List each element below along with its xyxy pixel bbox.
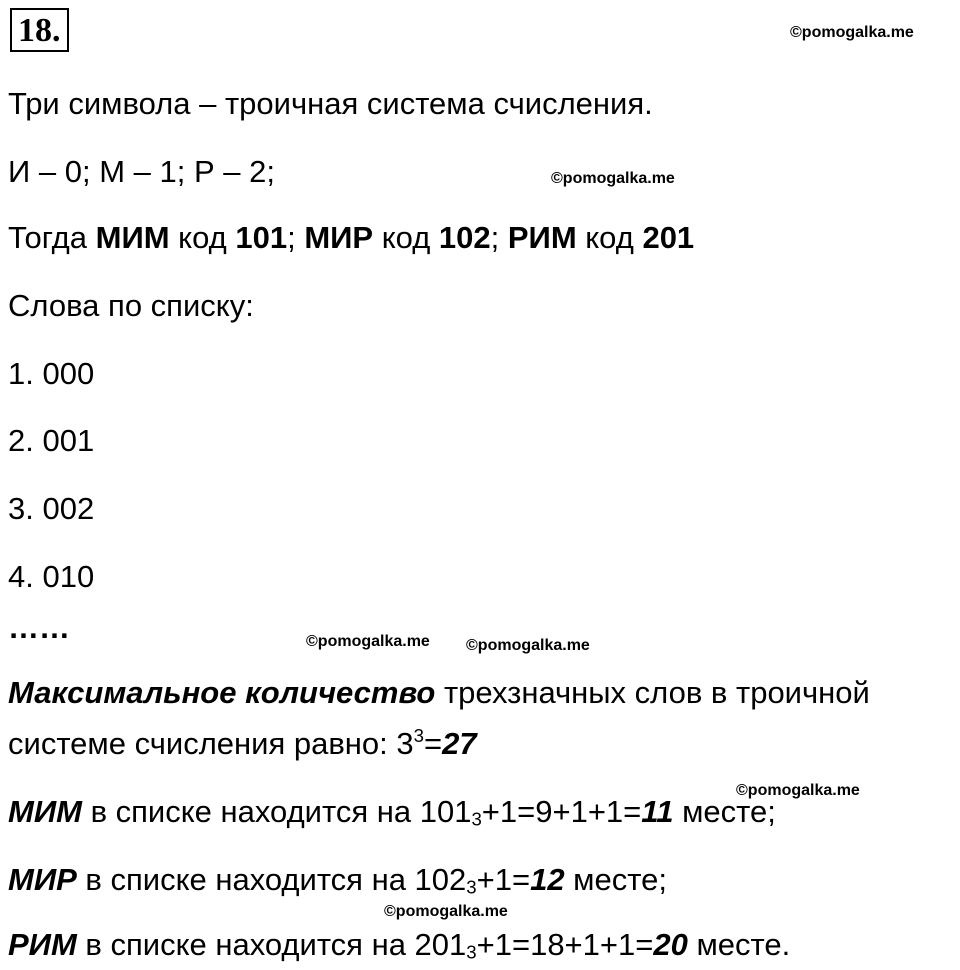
codes-line xyxy=(8,218,694,258)
code-mir: 102 xyxy=(438,220,491,255)
list-item-4: 4. 010 xyxy=(8,559,95,594)
text: ; xyxy=(287,220,305,255)
code-mim: 101 xyxy=(235,220,288,255)
text: в списке находится на 101 xyxy=(81,794,472,829)
mim-result: 11 xyxy=(641,794,674,829)
max-count-line-2 xyxy=(8,724,477,764)
mir-position-line xyxy=(8,860,667,900)
exponent: 3 xyxy=(413,724,424,746)
word-mir: МИР xyxy=(8,862,77,897)
text: +1=9+1+1= xyxy=(481,794,642,829)
intro-line: Три символа – троичная система счисления. xyxy=(8,86,653,121)
text: в списке находится на 102 xyxy=(76,862,467,897)
ellipsis: …… xyxy=(8,610,70,645)
max-count-emphasis: Максимальное количество xyxy=(8,675,436,710)
code-rim: 201 xyxy=(642,220,695,255)
list-item-2: 2. 001 xyxy=(8,423,95,458)
word-rim: РИМ xyxy=(8,927,77,962)
list-item-1: 1. 000 xyxy=(8,356,95,391)
max-count-result: 27 xyxy=(442,726,477,761)
text: месте. xyxy=(687,927,791,962)
watermark-5: ©pomogalka.me xyxy=(736,782,860,799)
text: ; xyxy=(490,220,508,255)
word-mim: МИМ xyxy=(8,794,82,829)
word-mim: МИМ xyxy=(95,220,170,255)
rim-result: 20 xyxy=(653,927,688,962)
watermark-3: ©pomogalka.me xyxy=(306,633,430,650)
text: Тогда xyxy=(8,220,96,255)
watermark-4: ©pomogalka.me xyxy=(466,637,590,654)
mim-position-line xyxy=(8,792,776,832)
max-count-line xyxy=(8,673,870,713)
watermark-top: ©pomogalka.me xyxy=(790,24,914,41)
text: в списке находится на 201 xyxy=(76,927,467,962)
list-item-3: 3. 002 xyxy=(8,491,95,526)
word-rim: РИМ xyxy=(507,220,577,255)
mapping-line: И – 0; М – 1; Р – 2; xyxy=(8,154,275,189)
base-subscript: 3 xyxy=(466,876,477,898)
text: трехзначных слов в троичной xyxy=(435,675,870,710)
text: код xyxy=(169,220,236,255)
text: месте; xyxy=(673,794,776,829)
word-mir: МИР xyxy=(304,220,374,255)
text: +1= xyxy=(476,862,531,897)
mir-result: 12 xyxy=(530,862,565,897)
watermark-2: ©pomogalka.me xyxy=(551,170,675,187)
text: код xyxy=(576,220,643,255)
list-heading: Слова по списку: xyxy=(8,288,254,323)
task-number: 18. xyxy=(10,8,69,52)
text: = xyxy=(423,726,443,761)
base-subscript: 3 xyxy=(466,941,477,963)
text: +1=18+1+1= xyxy=(476,927,654,962)
base-subscript: 3 xyxy=(471,808,482,830)
text: код xyxy=(373,220,439,255)
text: системе счисления равно: 3 xyxy=(8,726,414,761)
text: месте; xyxy=(564,862,667,897)
watermark-6: ©pomogalka.me xyxy=(384,903,508,920)
rim-position-line xyxy=(8,925,790,965)
